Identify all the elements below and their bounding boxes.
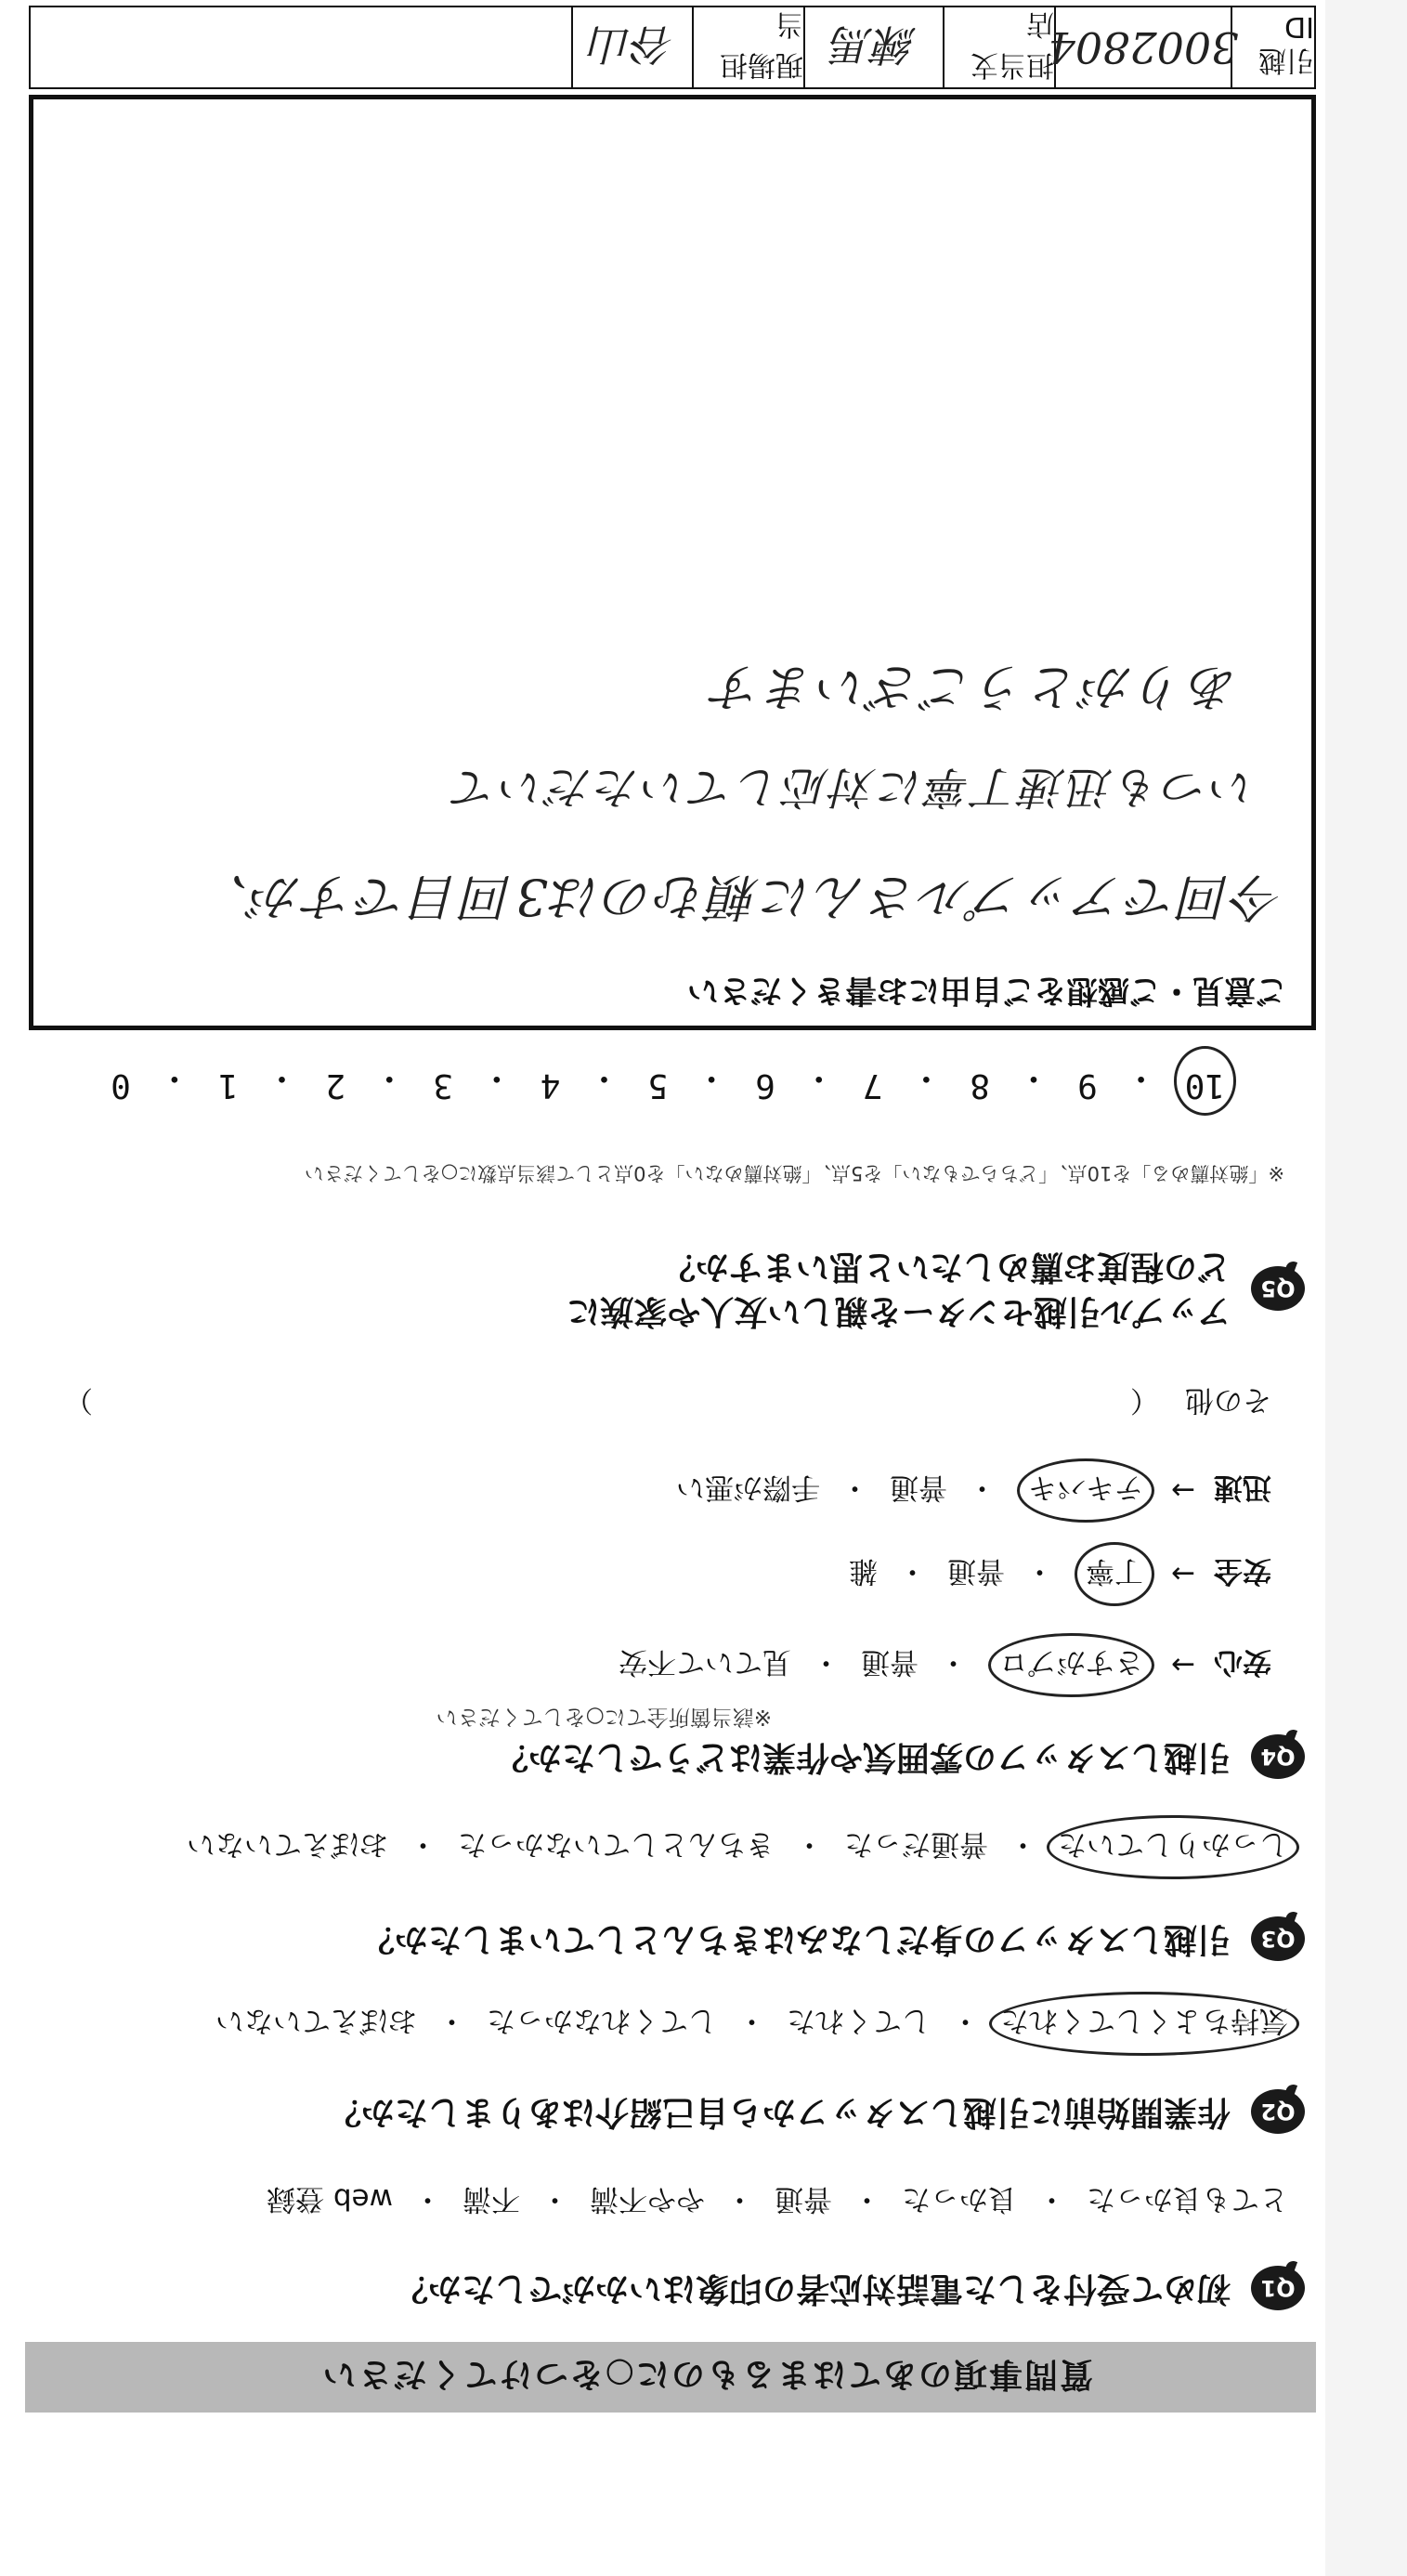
handwritten-line: ありがとうございます bbox=[710, 658, 1239, 716]
q4-badge: Q4 bbox=[1251, 1734, 1305, 1779]
q4-row-label: 迅速 bbox=[1214, 1471, 1271, 1504]
q5-question-row bbox=[567, 1244, 1305, 1333]
branch-label: 担当支店 bbox=[943, 7, 1054, 87]
blank-cell bbox=[31, 7, 571, 87]
q4-row-anzen: 安全 → 丁寧 ・ 普通 ・ 雑 bbox=[849, 1553, 1271, 1595]
q2-option[interactable]: してくれなかった bbox=[487, 2004, 717, 2037]
score-option[interactable]: 4 bbox=[540, 1066, 561, 1105]
q3-option-selected[interactable]: しっかりしていた bbox=[1058, 1826, 1288, 1868]
q4-option[interactable]: 雑 bbox=[849, 1554, 879, 1588]
score-option[interactable]: 9 bbox=[1077, 1066, 1098, 1105]
q4-row-label: 安全 bbox=[1214, 1554, 1271, 1588]
q4-option-selected[interactable]: 丁寧 bbox=[1086, 1553, 1143, 1595]
q3-option[interactable]: 普通だった bbox=[844, 1827, 988, 1861]
score-option[interactable]: 1 bbox=[217, 1066, 239, 1105]
handwritten-line: 今回でアップルさんに頼むのは3回目ですが、 bbox=[195, 868, 1283, 926]
score-option[interactable]: 7 bbox=[862, 1066, 883, 1105]
q4-option[interactable]: 普通 bbox=[890, 1471, 948, 1504]
q1-option[interactable]: web 登録 bbox=[267, 2182, 393, 2216]
q4-other-close: ） bbox=[64, 1383, 93, 1417]
q1-option[interactable]: とても良かった bbox=[1087, 2182, 1288, 2216]
q5-score-scale: 10 ・ 9 ・ 8 ・ 7 ・ 6 ・ 5 ・ 4 ・ 3 ・ 2 ・ 1 ・ 0 bbox=[111, 1059, 1225, 1105]
arrow-icon: → bbox=[1171, 1557, 1195, 1591]
q5-question-line1: アップル引越センターを親しい友人や家族に bbox=[567, 1292, 1231, 1330]
arrow-icon: → bbox=[1171, 1648, 1195, 1682]
q4-question-row bbox=[495, 1734, 1305, 1779]
q1-question-row bbox=[395, 2266, 1305, 2310]
score-option-selected[interactable]: 10 bbox=[1185, 1057, 1225, 1105]
survey-paper bbox=[33, 0, 1325, 2576]
score-option[interactable]: 8 bbox=[970, 1066, 991, 1105]
q3-option[interactable]: きちんとしていなかった bbox=[458, 1827, 775, 1861]
q5-badge: Q5 bbox=[1251, 1266, 1305, 1311]
q4-note: ※該当箇所全てに○をしてください bbox=[436, 1705, 772, 1729]
q4-option[interactable]: 普通 bbox=[861, 1645, 919, 1679]
q1-question: 初めて受付をした電話対応者の印象はいかがでしたか？ bbox=[394, 2269, 1231, 2308]
q2-question: 作業開始前に引越しスタッフから自己紹介はありましたか？ bbox=[327, 2093, 1231, 2131]
move-id-label: 引越ID bbox=[1231, 7, 1314, 87]
q2-option[interactable]: してくれた bbox=[787, 2004, 931, 2037]
q3-badge: Q3 bbox=[1251, 1916, 1305, 1961]
q2-option[interactable]: おぼえていない bbox=[215, 2004, 417, 2037]
q1-options: とても良かった ・ 良かった ・ 普通 ・ やや不満 ・ 不満 ・ web 登録 bbox=[267, 2181, 1288, 2223]
q4-option-selected[interactable]: テキパキ bbox=[1028, 1470, 1143, 1511]
instructions-banner: 質問事項のあてはまるものに○をつけてください bbox=[25, 2342, 1316, 2413]
score-option[interactable]: 6 bbox=[755, 1066, 775, 1105]
q3-options: しっかりしていた ・ 普通だった ・ きちんとしていなかった ・ おぼえていない bbox=[187, 1826, 1288, 1868]
q5-note: ※「絶対薦める」を10点、「どちらでもない」を5点、「絶対薦めない」を0点として該当点数に○をしてください bbox=[304, 1162, 1284, 1184]
q2-options: 気持ちよくしてくれた ・ してくれた ・ してくれなかった ・ おぼえていない bbox=[215, 2003, 1288, 2045]
q2-badge: Q2 bbox=[1251, 2089, 1305, 2134]
q2-option-selected[interactable]: 気持ちよくしてくれた bbox=[1000, 2003, 1288, 2045]
q1-badge: Q1 bbox=[1251, 2266, 1305, 2310]
staff-value: 谷山 bbox=[571, 7, 692, 87]
branch-value: 練馬 bbox=[803, 7, 943, 87]
q4-row-anshin: 安心 → さすがプロ ・ 普通 ・ 見ていて不安 bbox=[619, 1644, 1271, 1686]
q4-other-row bbox=[64, 1382, 1271, 1424]
q4-option[interactable]: 手際が悪い bbox=[676, 1471, 821, 1504]
paper-edge bbox=[1324, 0, 1407, 2576]
q2-question-row bbox=[328, 2089, 1305, 2134]
q5-question-line2: どの程度お薦めしたいと思いますか？ bbox=[661, 1248, 1231, 1286]
q3-option[interactable]: おぼえていない bbox=[187, 1827, 388, 1861]
q4-row-jinsoku: 迅速 → テキパキ ・ 普通 ・ 手際が悪い bbox=[676, 1470, 1271, 1511]
score-option[interactable]: 2 bbox=[325, 1066, 346, 1105]
q3-question-row bbox=[361, 1916, 1305, 1961]
comment-box[interactable] bbox=[29, 95, 1316, 1030]
q1-option[interactable]: やや不満 bbox=[590, 2182, 705, 2216]
q4-question: 引越しスタッフの雰囲気や作業はどうでしたか？ bbox=[494, 1738, 1231, 1776]
staff-info-bar bbox=[29, 6, 1316, 89]
move-id-value: 3002804 bbox=[1054, 7, 1231, 87]
score-option[interactable]: 5 bbox=[647, 1066, 669, 1105]
q4-other-label: その他 bbox=[1185, 1383, 1271, 1417]
q4-option[interactable]: 見ていて不安 bbox=[619, 1645, 792, 1679]
comment-box-title: ご意見・ご感想をご自由にお書きください bbox=[687, 972, 1287, 1009]
staff-label: 現場担当 bbox=[692, 7, 803, 87]
q4-option[interactable]: 普通 bbox=[947, 1554, 1006, 1588]
q4-other-open: （ bbox=[1130, 1383, 1159, 1417]
score-option[interactable]: 0 bbox=[111, 1066, 131, 1105]
q1-option[interactable]: 良かった bbox=[902, 2182, 1017, 2216]
q5-question bbox=[567, 1244, 1231, 1333]
q1-option[interactable]: 普通 bbox=[775, 2182, 832, 2216]
q1-option[interactable]: 不満 bbox=[462, 2182, 520, 2216]
handwritten-line: いつも迅速丁寧に対応していただいて bbox=[449, 761, 1256, 813]
q4-row-label: 安心 bbox=[1214, 1645, 1271, 1679]
q4-option-selected[interactable]: さすがプロ bbox=[999, 1644, 1143, 1686]
score-option[interactable]: 3 bbox=[433, 1066, 453, 1105]
arrow-icon: → bbox=[1171, 1473, 1195, 1508]
q3-question: 引越しスタッフの身だしなみはきちんとしていましたか？ bbox=[360, 1920, 1231, 1958]
